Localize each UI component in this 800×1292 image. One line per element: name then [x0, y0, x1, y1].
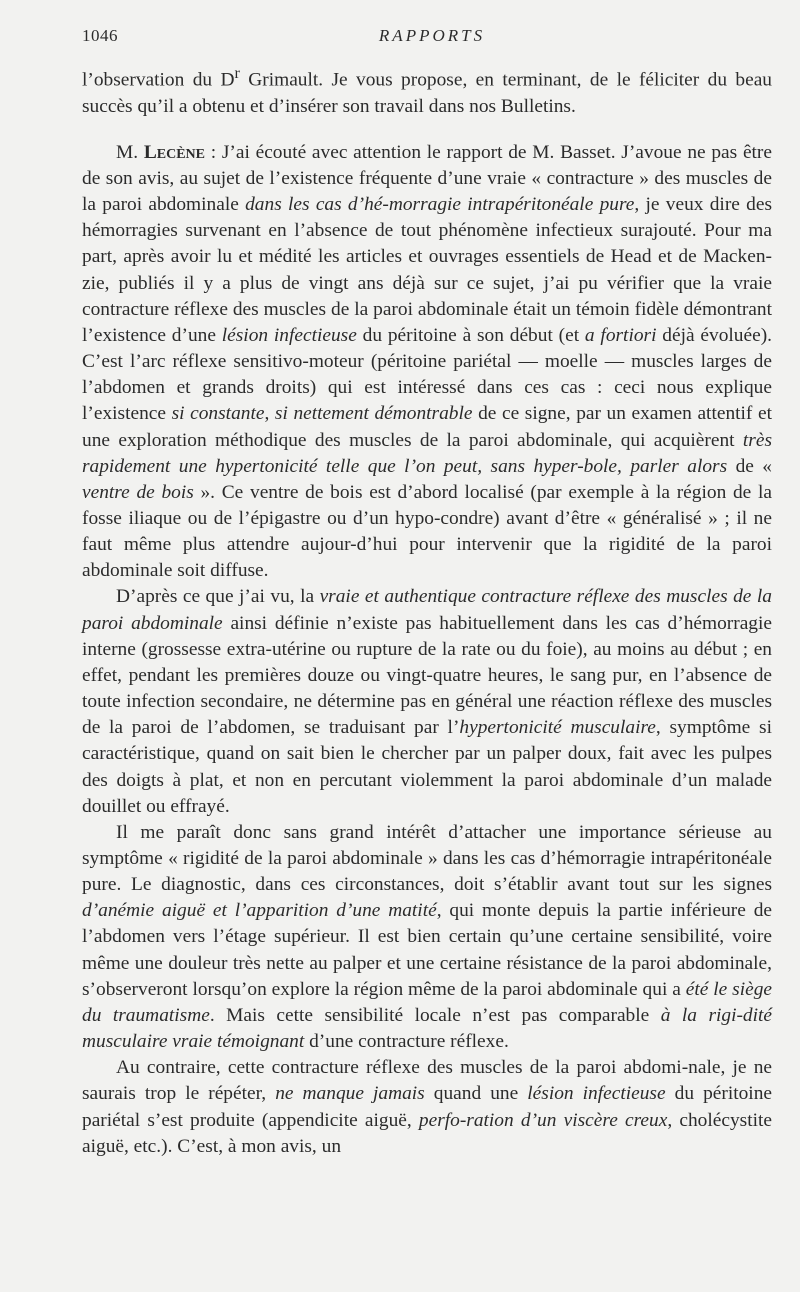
- text-run: l’observation du D: [82, 69, 235, 91]
- paragraph-diagnosis-signs: [82, 820, 772, 1055]
- italic-emphasis: ventre de bois: [82, 481, 194, 503]
- italic-emphasis: lésion infectieuse: [527, 1083, 666, 1105]
- italic-emphasis: a fortiori: [584, 324, 657, 346]
- text-run: du péritoine pariétal s’est produite (appendicite aiguë,: [82, 1083, 772, 1131]
- text-run: . Mais cette sensibilité locale n’est pas comparable: [209, 1004, 661, 1026]
- paragraph-hemorrhage-observation: [82, 584, 772, 819]
- italic-emphasis: été le siège du traumatisme: [82, 978, 772, 1026]
- italic-emphasis: lésion infectieuse: [221, 324, 357, 346]
- text-run: d’une contracture réflexe.: [304, 1031, 509, 1053]
- text-run: Grimault. Je vous propose, en terminant, de le féliciter du beau succès qu’il a obtenu et d’insérer son travail dans nos Bulletins.: [82, 69, 773, 117]
- text-run: ». Ce ventre de bois est d’abord localisé (par exemple à la région de la fosse iliaque ou de l’épigastre ou d’un hypo-condre) avant d’être « généralisé » ; il ne faut même plus attendre aujour-d’hui pour intervenir que la rigidité de la paroi abdominale soit diffuse.: [82, 481, 772, 582]
- body-text: [82, 61, 772, 1160]
- italic-emphasis: vraie et authentique contracture réflexe des muscles de la paroi abdominale: [82, 586, 772, 634]
- italic-emphasis: ne manque jamais: [275, 1083, 425, 1105]
- italic-emphasis: si nettement démontrable: [274, 403, 473, 425]
- page-number: 1046: [82, 26, 118, 45]
- paragraph-infectious-lesion: [82, 1055, 772, 1160]
- text-run: M.: [116, 141, 144, 163]
- text-run: , qui monte depuis la partie inférieure de l’abdomen vers l’étage supérieur. Il est bien certain qu’une certaine sensibilité, voire même une douleur très nette au palper et une certaine résistance de la paroi abdominale, s’observeront lorsqu’on explore la région même de la paroi abdominale qui a: [82, 900, 772, 1000]
- paragraph-conclusion-basset-report: [82, 61, 772, 120]
- text-run: quand une: [424, 1083, 528, 1105]
- text-run: : J’ai écouté avec attention le rapport de M. Basset. J’avoue ne pas être de son avis, au sujet de l’existence fréquente d’une vraie « contracture » des muscles de la paroi abdominale: [82, 141, 772, 216]
- text-run: D’après ce que j’ai vu, la: [116, 586, 320, 608]
- text-run: Il me paraît donc sans grand intérêt d’attacher une importance sérieuse au symptôme « rigidité de la paroi abdominale » dans les cas d’hémorragie intrapéritonéale pure. Le diagnostic, dans ces circonstances, doit s’établir avant tout sur les signes: [82, 821, 772, 896]
- italic-emphasis: hypertonicité musculaire: [459, 717, 656, 739]
- italic-emphasis: très rapidement une hypertonicité telle que l’on peut, sans hyper-bole, parler alors: [82, 429, 772, 477]
- italic-emphasis: perfo-ration d’un viscère creux: [418, 1109, 668, 1131]
- italic-emphasis: si constante: [171, 403, 265, 425]
- italic-emphasis: dans les cas d’hé-morragie intrapéritonéale pure: [245, 194, 635, 216]
- speaker-name: Lecène: [143, 141, 205, 163]
- text-run: déjà évoluée). C’est l’arc réflexe sensitivo-moteur (péritoine pariétal — moelle — muscles larges de l’abdomen et grands droits) qui est intéressé dans ces cas : ceci nous explique l’existence: [82, 324, 772, 425]
- text-run: de ce signe, par un examen attentif et une exploration méthodique des muscles de la paroi abdominale, qui acquièrent: [82, 403, 772, 451]
- text-run: de «: [727, 455, 772, 477]
- text-run: du péritoine à son début (et: [356, 324, 585, 346]
- running-title: RAPPORTS: [378, 26, 486, 45]
- text-run: , cholécystite aiguë, etc.). C’est, à mon avis, un: [82, 1109, 772, 1157]
- italic-emphasis: à la rigi-dité musculaire vraie témoignant: [82, 1004, 773, 1053]
- italic-emphasis: d’anémie aiguë et l’apparition d’une matité: [82, 900, 437, 922]
- text-run: Au contraire, cette contracture réflexe des muscles de la paroi abdomi-nale, je ne saurais trop le répéter,: [82, 1057, 772, 1105]
- text-run: ,: [264, 403, 275, 425]
- text-run: , symptôme si caractéristique, quand on sait bien le chercher par un palper doux, fait avec les pulpes des doigts à plat, et non en percutant violemment la paroi abdominale d’un malade douillet ou effrayé.: [82, 717, 772, 817]
- text-run: ainsi définie n’existe pas habituellement dans les cas d’hémorragie interne (grossesse extra-utérine ou rupture de la rate ou du foie), au moins au début ; en effet, pendant les premières douze ou vingt-quatre heures, le sang pur, en l’absence de toute infection secondaire, ne détermine pas en général une réaction réflexe des muscles de la paroi de l’abdomen, se traduisant par l’: [82, 612, 772, 739]
- running-head: [82, 26, 782, 50]
- text-run: , je veux dire des hémorragies survenant en l’absence de tout phénomène infectieux surajouté. Pour ma part, après avoir lu et médité les articles et ouvrages essentiels de Head et de Macken-zie, publiés il y a plus de vingt ans déjà sur ce sujet, j’ai pu vérifier que la vraie contracture réflexe des muscles de la paroi abdominale était un témoin fidèle démontrant l’existence d’une: [82, 194, 773, 346]
- paragraph-lecene-reply: [82, 140, 772, 585]
- superscript: r: [234, 65, 240, 82]
